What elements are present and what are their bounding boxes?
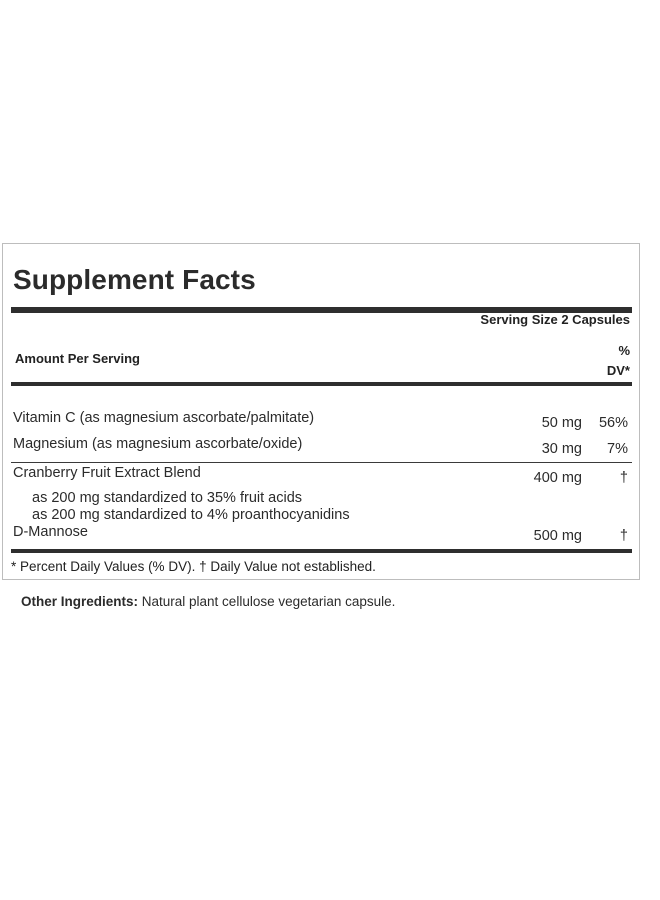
nutrient-dv-cranberry: † xyxy=(619,470,628,486)
nutrient-dv-magnesium: 7% xyxy=(607,441,628,457)
nutrient-amount-magnesium: 30 mg xyxy=(541,441,582,457)
footnote: * Percent Daily Values (% DV). † Daily Value not established. xyxy=(11,559,376,574)
dv-column-header xyxy=(607,341,630,381)
header-divider xyxy=(11,382,632,386)
nutrient-name-magnesium: Magnesium (as magnesium ascorbate/oxide) xyxy=(13,436,303,452)
nutrient-name-d-mannose: D-Mannose xyxy=(13,524,88,540)
serving-size: Serving Size 2 Capsules xyxy=(480,312,630,327)
cranberry-detail-fruit-acids: as 200 mg standardized to 35% fruit acids xyxy=(32,490,303,506)
dv-header-percent: % xyxy=(618,343,630,358)
nutrient-dv-d-mannose: † xyxy=(619,528,628,544)
nutrient-amount-d-mannose: 500 mg xyxy=(533,528,582,544)
nutrient-dv-vitamin-c: 56% xyxy=(598,415,628,431)
amount-per-serving-label: Amount Per Serving xyxy=(15,351,140,366)
nutrient-amount-vitamin-c: 50 mg xyxy=(541,415,582,431)
other-ingredients-label: Other Ingredients: xyxy=(21,594,139,609)
bottom-divider xyxy=(11,549,632,553)
panel-title: Supplement Facts xyxy=(13,264,256,295)
cranberry-detail-proanthocyanidins: as 200 mg standardized to 4% proanthocyanidins xyxy=(32,507,350,523)
nutrient-name-vitamin-c: Vitamin C (as magnesium ascorbate/palmitate) xyxy=(13,410,315,426)
other-ingredients xyxy=(21,594,395,609)
dv-header-label: DV* xyxy=(606,363,630,378)
vitamins-divider xyxy=(11,462,632,463)
other-ingredients-text: Natural plant cellulose vegetarian capsule. xyxy=(138,594,396,609)
supplement-facts-panel xyxy=(2,243,640,580)
nutrient-amount-cranberry: 400 mg xyxy=(533,470,582,486)
nutrient-name-cranberry: Cranberry Fruit Extract Blend xyxy=(13,465,201,481)
